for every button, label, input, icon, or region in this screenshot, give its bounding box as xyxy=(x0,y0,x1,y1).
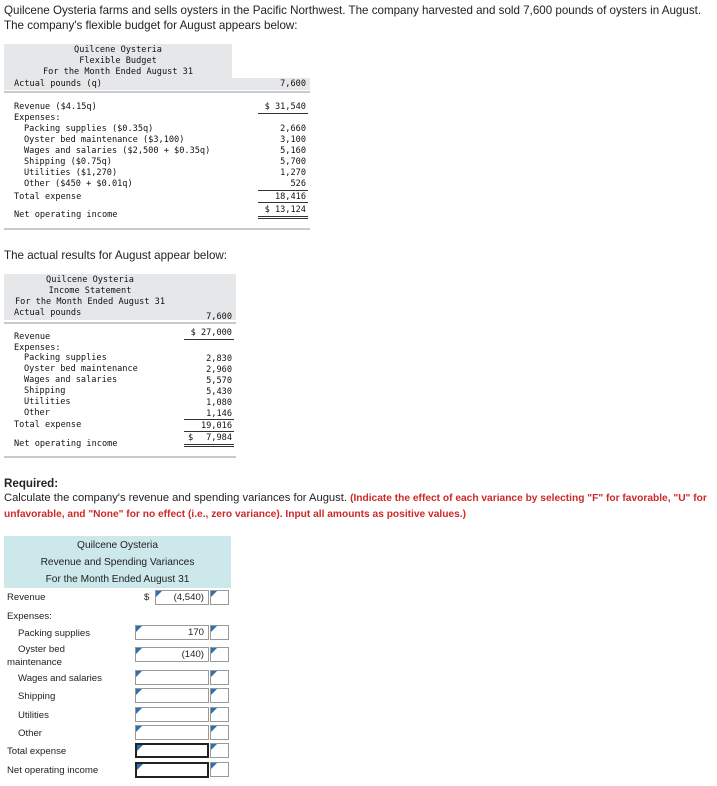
required-heading: Required: xyxy=(4,477,59,490)
flex-revenue-value: $ 31,540 xyxy=(264,102,306,112)
is-item-value: 1,080 xyxy=(206,398,232,408)
flex-title-company: Quilcene Oysteria xyxy=(74,45,162,55)
answer-title-company: Quilcene Oysteria xyxy=(77,540,158,551)
net-income-variance-effect-select[interactable] xyxy=(210,762,229,777)
answer-expenses-label: Expenses: xyxy=(7,611,52,622)
answer-table-header xyxy=(4,536,231,588)
packing-variance-effect-select[interactable] xyxy=(210,625,229,640)
is-item-value: 2,960 xyxy=(206,365,232,375)
is-total-value: 19,016 xyxy=(200,421,232,431)
is-item-label: Utilities xyxy=(24,397,71,407)
flex-item-label: Other ($450 + $0.01q) xyxy=(24,179,133,189)
required-text xyxy=(4,491,709,522)
actual-results-text: The actual results for August appear below: xyxy=(4,249,227,262)
is-item-label: Packing supplies xyxy=(24,353,107,363)
total-expense-variance-input[interactable] xyxy=(135,743,209,758)
packing-variance-input[interactable]: 170 xyxy=(135,625,209,640)
is-item-label: Wages and salaries xyxy=(24,375,118,385)
is-net-label: Net operating income xyxy=(14,439,118,449)
revenue-variance-effect-select[interactable] xyxy=(210,590,229,605)
answer-utilities-label: Utilities xyxy=(18,710,49,721)
answer-title-period: For the Month Ended August 31 xyxy=(45,574,190,585)
is-actual-value: 7,600 xyxy=(206,312,232,322)
is-item-value: 5,430 xyxy=(206,387,232,397)
flex-item-value: 5,160 xyxy=(280,146,306,156)
answer-net-label: Net operating income xyxy=(7,765,99,776)
flex-item-label: Packing supplies ($0.35q) xyxy=(24,124,154,134)
flex-actual-label: Actual pounds (q) xyxy=(14,79,102,89)
flex-total-value: 18,416 xyxy=(274,192,306,202)
required-instruction: (Indicate the effect of each variance by selecting "F" for favorable, "U" for unfavorable, and "None" for no effect (i.e., zero variance). Input all amounts as positive values.) xyxy=(4,493,707,520)
is-item-label: Shipping xyxy=(24,386,66,396)
answer-title-name: Revenue and Spending Variances xyxy=(40,557,195,568)
oyster-bed-variance-effect-select[interactable] xyxy=(210,647,229,662)
flex-item-label: Utilities ($1,270) xyxy=(24,168,118,178)
flex-expenses-label: Expenses: xyxy=(14,113,61,123)
is-item-value: 1,146 xyxy=(206,409,232,419)
flex-title-period: For the Month Ended August 31 xyxy=(42,67,194,77)
flex-item-value: 526 xyxy=(290,179,306,189)
answer-total-label: Total expense xyxy=(7,746,67,757)
flex-actual-value: 7,600 xyxy=(280,79,306,89)
flex-item-value: 1,270 xyxy=(280,168,306,178)
is-item-value: 5,570 xyxy=(206,376,232,386)
is-title-period: For the Month Ended August 31 xyxy=(14,297,166,307)
intro-text: Quilcene Oysteria farms and sells oysters in the Pacific Northwest. The company harvested and sold 7,600 pounds of oysters in August. The company's flexible budget for August appears below: xyxy=(4,4,702,32)
flex-item-value: 5,700 xyxy=(280,157,306,167)
wages-variance-effect-select[interactable] xyxy=(210,670,229,685)
answer-oyster-label-line1: Oyster bed xyxy=(18,644,65,655)
flex-revenue-label: Revenue ($4.15q) xyxy=(14,102,97,112)
net-income-variance-input[interactable] xyxy=(135,762,209,778)
answer-other-label: Other xyxy=(18,728,42,739)
revenue-variance-input[interactable]: (4,540) xyxy=(155,590,209,605)
flex-item-value: 3,100 xyxy=(280,135,306,145)
flex-net-label: Net operating income xyxy=(14,210,118,220)
is-revenue-label: Revenue xyxy=(14,332,51,342)
is-title-company: Quilcene Oysteria xyxy=(46,275,134,285)
flex-title-name: Flexible Budget xyxy=(79,56,157,66)
is-revenue-value: $ 27,000 xyxy=(190,328,232,338)
flex-item-value: 2,660 xyxy=(280,124,306,134)
flex-item-label: Oyster bed maintenance ($3,100) xyxy=(24,135,185,145)
flex-item-label: Shipping ($0.75q) xyxy=(24,157,112,167)
is-item-label: Oyster bed maintenance xyxy=(24,364,138,374)
flexible-budget-table xyxy=(4,44,310,232)
flex-item-label: Wages and salaries ($2,500 + $0.35q) xyxy=(24,146,211,156)
answer-packing-label: Packing supplies xyxy=(18,628,90,639)
answer-revenue-label: Revenue xyxy=(7,592,46,603)
is-total-label: Total expense xyxy=(14,420,82,430)
wages-variance-input[interactable] xyxy=(135,670,209,685)
answer-oyster-label-line2: maintenance xyxy=(7,657,62,668)
is-expenses-label: Expenses: xyxy=(14,343,61,353)
is-net-value: 7,984 xyxy=(206,433,232,443)
is-item-value: 2,830 xyxy=(206,354,232,364)
required-question: Calculate the company's revenue and spending variances for August. xyxy=(4,492,347,504)
utilities-variance-input[interactable] xyxy=(135,707,209,722)
oyster-bed-variance-input[interactable]: (140) xyxy=(135,647,209,662)
utilities-variance-effect-select[interactable] xyxy=(210,707,229,722)
flex-total-label: Total expense xyxy=(14,192,82,202)
other-variance-input[interactable] xyxy=(135,725,209,740)
income-statement-table xyxy=(4,274,236,460)
answer-shipping-label: Shipping xyxy=(18,691,56,702)
is-actual-label: Actual pounds xyxy=(14,308,82,318)
is-item-label: Other xyxy=(24,408,50,418)
shipping-variance-effect-select[interactable] xyxy=(210,688,229,703)
answer-revenue-dollar: $ xyxy=(144,592,150,603)
other-variance-effect-select[interactable] xyxy=(210,725,229,740)
total-expense-variance-effect-select[interactable] xyxy=(210,743,229,758)
is-net-dollar: $ xyxy=(188,433,194,443)
is-title-name: Income Statement xyxy=(48,286,132,296)
flex-net-value: $ 13,124 xyxy=(264,205,306,215)
answer-wages-label: Wages and salaries xyxy=(18,673,102,684)
shipping-variance-input[interactable] xyxy=(135,688,209,703)
